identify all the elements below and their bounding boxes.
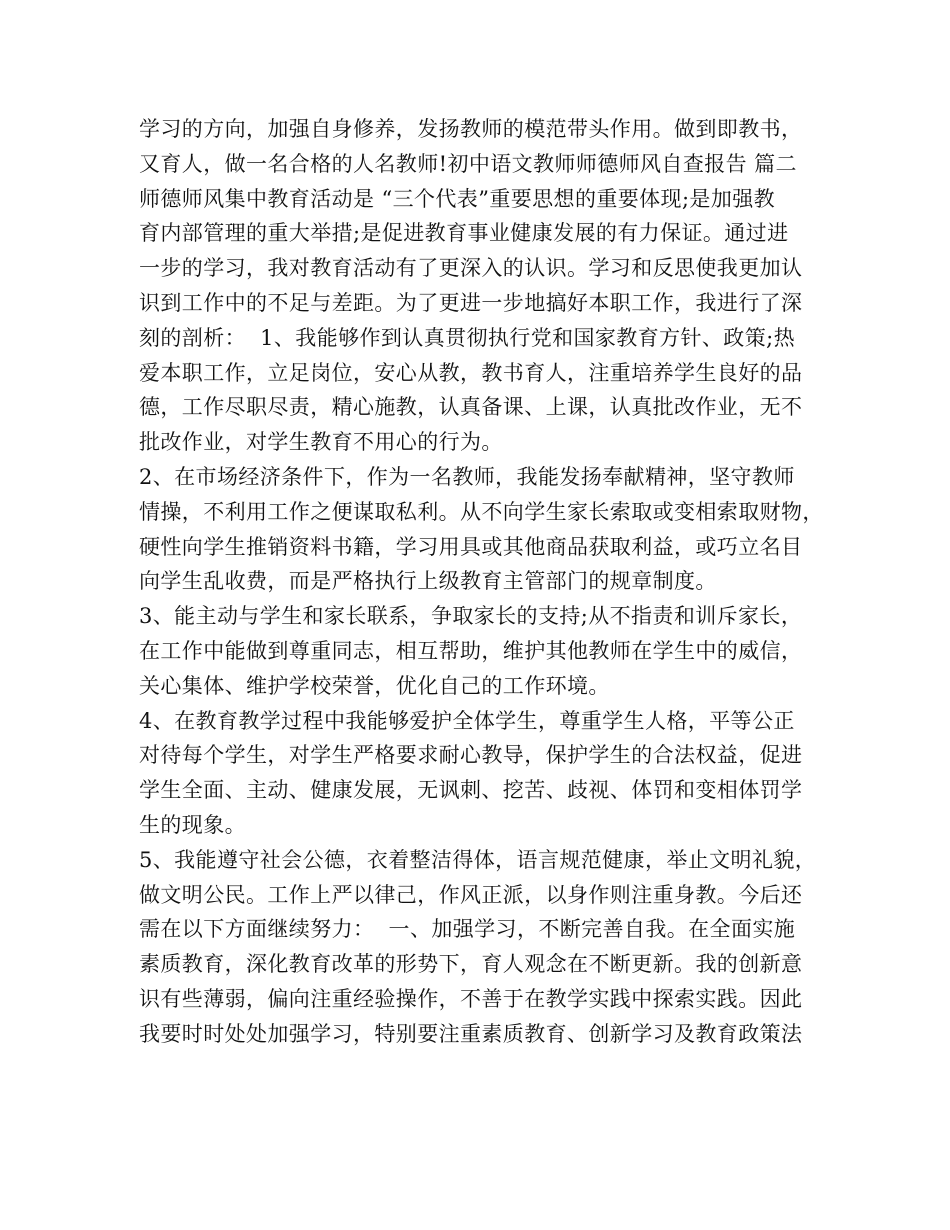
text-line: 需在以下方面继续努力： 一、加强学习，不断完善自我。在全面实施 [139,917,796,942]
text-line: 生的现象。 [139,812,246,837]
text-line: 对待每个学生，对学生严格要求耐心教导，保护学生的合法权益，促进 [139,743,803,768]
text-line: 做文明公民。工作上严以律己，作风正派，以身作则注重身教。今后还 [139,882,803,907]
text-line: 向学生乱收费，而是严格执行上级教育主管部门的规章制度。 [139,569,717,594]
text-line: 爱本职工作，立足岗位，安心从教，教书育人，注重培养学生良好的品 [139,360,803,385]
text-line: 批改作业，对学生教育不用心的行为。 [139,430,503,455]
document-body [139,112,839,1052]
text-line: 师德师风集中教育活动是 “三个代表”重要思想的重要体现;是加强教 [139,186,776,211]
text-line: 3、能主动与学生和家长联系，争取家长的支持;从不指责和训斥家长， [139,604,803,629]
text-line: 育内部管理的重大举措;是促进教育事业健康发展的有力保证。通过进 [139,221,789,246]
text-line: 一步的学习，我对教育活动有了更深入的认识。学习和反思使我更加认 [139,256,803,281]
text-line: 素质教育，深化教育改革的形势下，育人观念在不断更新。我的创新意 [139,952,803,977]
text-line: 2、在市场经济条件下，作为一名教师，我能发扬奉献精神，坚守教师 [139,464,795,489]
text-line: 识到工作中的不足与差距。为了更进一步地搞好本职工作，我进行了深 [139,290,803,315]
text-line: 识有些薄弱，偏向注重经验操作，不善于在教学实践中探索实践。因此 [139,986,803,1011]
text-line: 学生全面、主动、健康发展，无讽刺、挖苦、歧视、体罚和变相体罚学 [139,778,803,803]
text-line: 4、在教育教学过程中我能够爱护全体学生，尊重学生人格，平等公正 [139,708,795,733]
text-line: 硬性向学生推销资料书籍，学习用具或其他商品获取利益，或巧立名目 [139,534,803,559]
text-line: 在工作中能做到尊重同志，相互帮助，维护其他教师在学生中的威信， [139,638,803,663]
text-line: 学习的方向，加强自身修养，发扬教师的模范带头作用。做到即教书， [139,117,803,141]
text-line: 德，工作尽职尽责，精心施教，认真备课、上课，认真批改作业，无不 [139,395,803,420]
text-line: 情操，不利用工作之便谋取私利。从不向学生家长索取或变相索取财物， [139,499,824,524]
text-line: 我要时时处处加强学习，特别要注重素质教育、创新学习及教育政策法 [139,1021,803,1046]
text-line: 刻的剖析： 1、我能够作到认真贯彻执行党和国家教育方针、政策;热 [139,325,795,350]
text-line: 5、我能遵守社会公德，衣着整洁得体，语言规范健康，举止文明礼貌， [139,847,817,872]
text-line: 关心集体、维护学校荣誉，优化自己的工作环境。 [139,673,610,698]
text-line: 又育人，做一名合格的人名教师!初中语文教师师德师风自查报告 篇二 [139,151,797,176]
